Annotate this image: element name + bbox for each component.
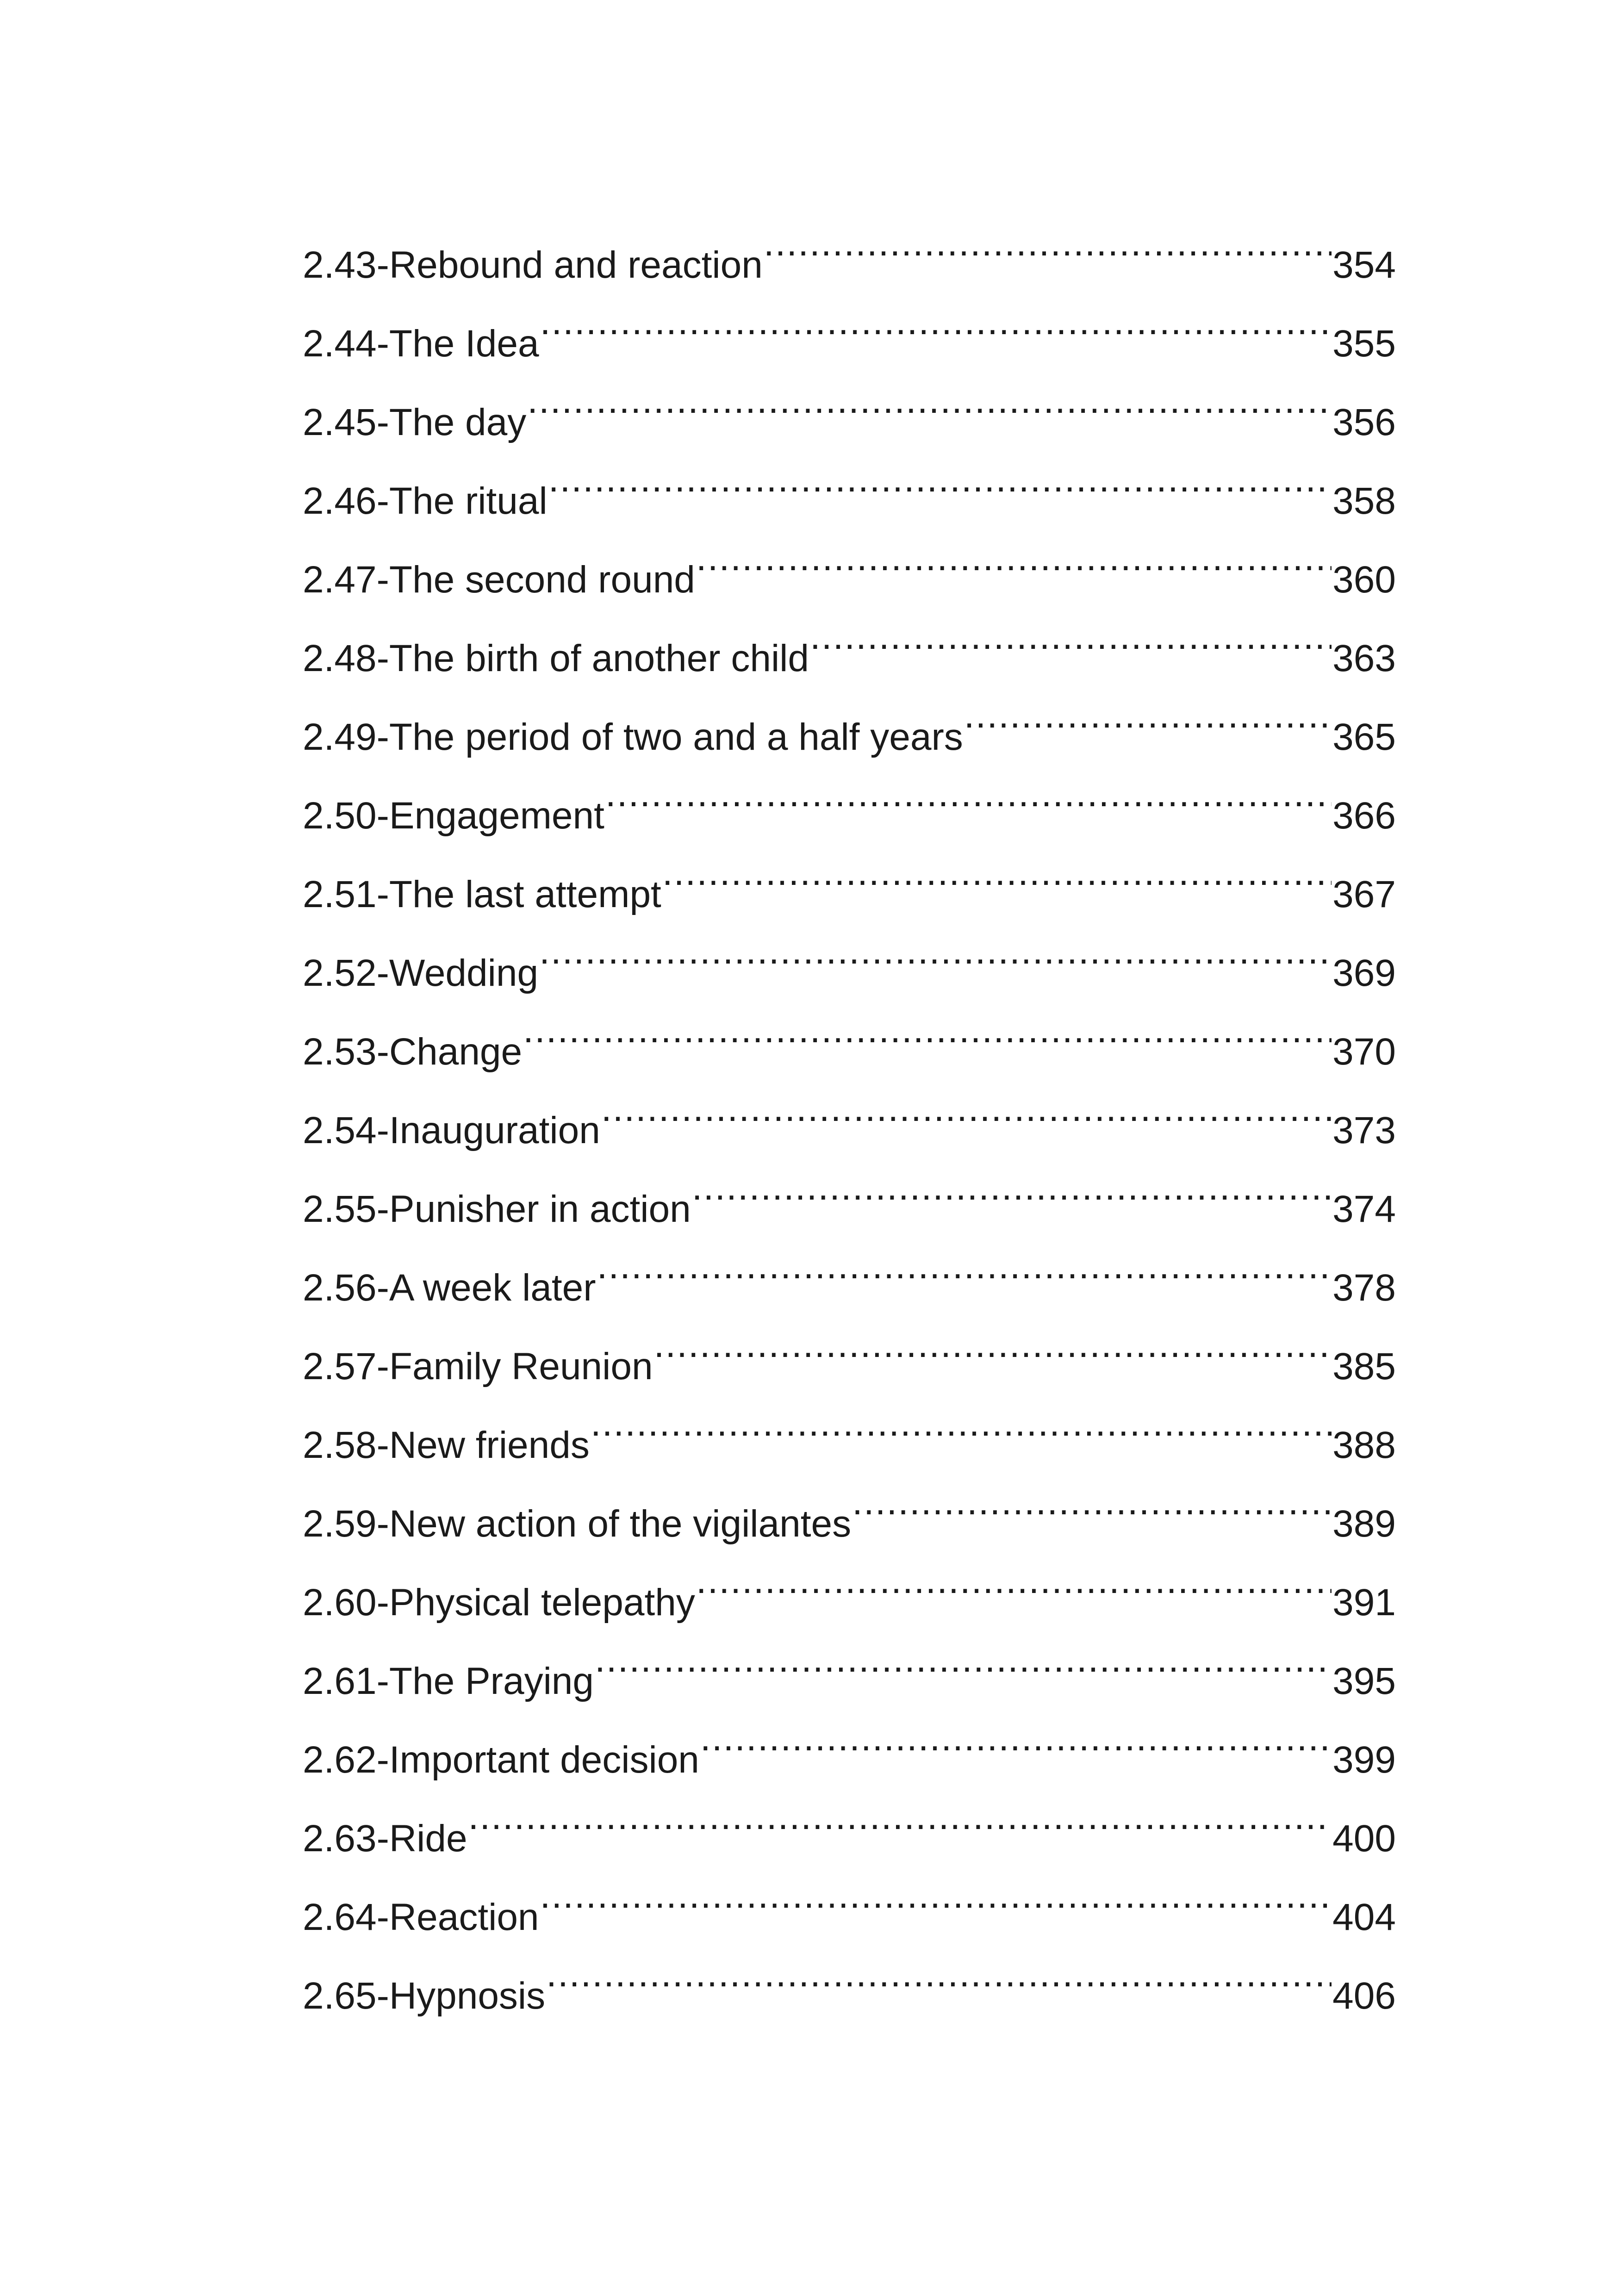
toc-dot-leader	[591, 1388, 1332, 1458]
toc-page-number: 395	[1332, 1660, 1396, 1702]
toc-entry-title: 2.46-The ritual	[303, 480, 548, 522]
toc-page-number: 354	[1332, 244, 1396, 286]
toc-entry-title: 2.53-Change	[303, 1031, 523, 1073]
toc-page-number: 355	[1332, 323, 1396, 365]
toc-page-number: 363	[1332, 637, 1396, 679]
toc-page-number: 385	[1332, 1345, 1396, 1388]
toc-entry-title: 2.44-The Idea	[303, 323, 539, 365]
toc-page-number: 367	[1332, 873, 1396, 915]
toc-entry-title: 2.55-Punisher in action	[303, 1188, 691, 1230]
toc-page-number: 406	[1332, 1975, 1396, 2017]
toc-entry-title: 2.51-The last attempt	[303, 873, 661, 915]
toc-dot-leader	[700, 1703, 1332, 1773]
toc-entry-title: 2.60-Physical telepathy	[303, 1581, 695, 1624]
toc-entry-title: 2.62-Important decision	[303, 1739, 699, 1781]
toc-page-number: 373	[1332, 1109, 1396, 1151]
toc-entry-title: 2.61-The Praying	[303, 1660, 594, 1702]
toc-entry-title: 2.64-Reaction	[303, 1896, 539, 1938]
toc-dot-leader	[540, 1860, 1332, 1930]
toc-dot-leader	[964, 680, 1332, 750]
toc-dot-leader	[605, 759, 1332, 828]
toc-dot-leader	[696, 523, 1332, 592]
toc-page-number: 374	[1332, 1188, 1396, 1230]
toc-dot-leader	[595, 1624, 1332, 1694]
toc-entry-title: 2.57-Family Reunion	[303, 1345, 653, 1388]
toc-dot-leader	[764, 208, 1332, 278]
toc-page-number: 365	[1332, 716, 1396, 758]
toc-page-number: 389	[1332, 1503, 1396, 1545]
toc-entry-title: 2.45-The day	[303, 401, 527, 443]
toc-entry-title: 2.47-The second round	[303, 559, 695, 601]
toc-page-number: 404	[1332, 1896, 1396, 1938]
toc-dot-leader	[597, 1231, 1332, 1300]
toc-page-number: 399	[1332, 1739, 1396, 1781]
toc-dot-leader	[852, 1467, 1332, 1537]
toc-dot-leader	[540, 287, 1332, 356]
toc-dot-leader	[546, 1939, 1332, 2009]
toc-dot-leader	[548, 444, 1332, 514]
toc-dot-leader	[696, 1546, 1332, 1615]
toc-entry-title: 2.49-The period of two and a half years	[303, 716, 963, 758]
toc-dot-leader	[692, 1152, 1332, 1222]
toc-dot-leader	[654, 1310, 1332, 1379]
toc-page-number: 356	[1332, 401, 1396, 443]
toc-entry-title: 2.52-Wedding	[303, 952, 539, 994]
toc-dot-leader	[539, 916, 1332, 986]
toc-page-number: 391	[1332, 1581, 1396, 1624]
toc-page-number: 360	[1332, 559, 1396, 601]
toc-page-number: 358	[1332, 480, 1396, 522]
toc-entry[interactable]	[303, 208, 1396, 287]
toc-entry-title: 2.56-A week later	[303, 1267, 596, 1309]
toc-dot-leader	[523, 995, 1332, 1064]
toc-page-number: 369	[1332, 952, 1396, 994]
toc-entry-title: 2.58-New friends	[303, 1424, 590, 1466]
toc-entry-title: 2.65-Hypnosis	[303, 1975, 546, 2017]
table-of-contents	[303, 208, 1396, 2018]
toc-entry-title: 2.43-Rebound and reaction	[303, 244, 763, 286]
toc-dot-leader	[810, 602, 1332, 671]
toc-entry-title: 2.54-Inauguration	[303, 1109, 600, 1151]
toc-entry-title: 2.59-New action of the vigilantes	[303, 1503, 852, 1545]
toc-entry-title: 2.48-The birth of another child	[303, 637, 809, 679]
toc-dot-leader	[662, 838, 1332, 907]
toc-page-number: 400	[1332, 1817, 1396, 1860]
toc-dot-leader	[527, 366, 1332, 435]
toc-page-number: 378	[1332, 1267, 1396, 1309]
toc-entry-title: 2.50-Engagement	[303, 795, 604, 837]
toc-dot-leader	[468, 1782, 1332, 1851]
toc-entry-title: 2.63-Ride	[303, 1817, 467, 1860]
toc-page-number: 366	[1332, 795, 1396, 837]
toc-page-number: 388	[1332, 1424, 1396, 1466]
toc-page-number: 370	[1332, 1031, 1396, 1073]
toc-dot-leader	[601, 1074, 1332, 1143]
